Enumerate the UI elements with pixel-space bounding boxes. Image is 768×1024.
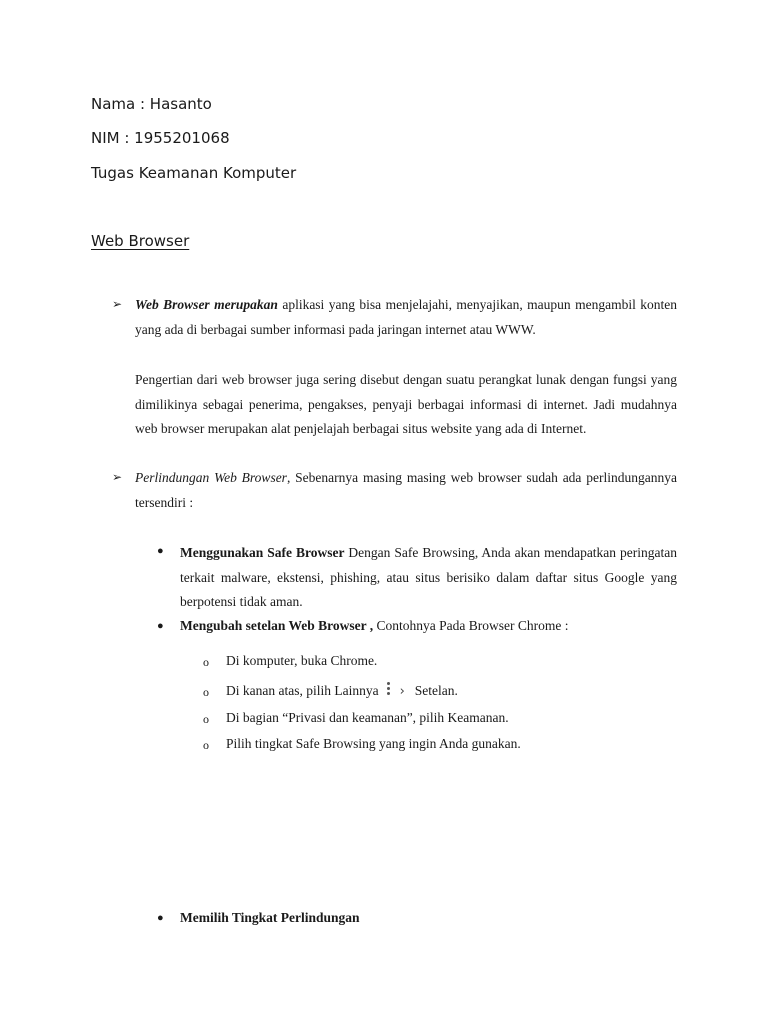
dot-bullet-icon: ● <box>157 545 164 557</box>
step-open-menu <box>226 682 458 699</box>
dot-bullet-icon: ● <box>157 620 164 632</box>
step-choose-level: Pilih tingkat Safe Browsing yang ingin Anda gunakan. <box>226 736 521 751</box>
student-name: Nama : Hasanto <box>91 95 212 113</box>
arrow-bullet-icon: ➢ <box>112 470 123 484</box>
step-settings-text: Setelan. <box>414 683 458 698</box>
arrow-bullet-icon: ➢ <box>112 297 123 311</box>
bullet-change-settings-title: Mengubah setelan Web Browser , <box>180 618 374 633</box>
bullet-protection-level-title: Memilih Tingkat Perlindungan <box>180 910 360 925</box>
protection-text: , Sebenarnya masing masing web browser sudah ada perlindungannya tersendiri : <box>135 470 677 510</box>
bullet-safe-browser-title: Menggunakan Safe Browser <box>180 545 345 560</box>
explanation-paragraph: Pengertian dari web browser juga sering disebut dengan suatu perangkat lunak dengan fungsi yang dimilikinya sebagai penerima, pengakses, penyaji berbagai informasi di internet. Jadi mudahnya web browser merupakan alat penjelajah berbagai situs website yang ada di Internet. <box>135 372 677 436</box>
step-open-chrome: Di komputer, buka Chrome. <box>226 653 378 668</box>
circle-bullet-icon: o <box>203 712 209 726</box>
step-privacy-security: Di bagian “Privasi dan keamanan”, pilih Keamanan. <box>226 710 509 725</box>
protection-lead: Perlindungan Web Browser <box>135 470 287 485</box>
protection-paragraph <box>135 466 677 515</box>
definition-lead: Web Browser merupakan <box>135 297 278 312</box>
dot-bullet-icon: ● <box>157 912 164 924</box>
circle-bullet-icon: o <box>203 738 209 752</box>
student-nim: NIM : 1955201068 <box>91 129 230 147</box>
more-vert-icon <box>387 682 390 696</box>
bullet-change-settings-text: Contohnya Pada Browser Chrome : <box>373 618 569 633</box>
circle-bullet-icon: o <box>203 685 209 699</box>
definition-text: aplikasi yang bisa menjelajahi, menyajikan, maupun mengambil konten yang ada di berbagai sumber informasi pada jaringan internet atau WWW. <box>135 297 677 337</box>
bullet-protection-level <box>180 910 360 926</box>
assignment-title: Tugas Keamanan Komputer <box>91 164 297 182</box>
chevron-right-icon: › <box>399 684 405 699</box>
circle-bullet-icon: o <box>203 655 209 669</box>
bullet-change-settings <box>180 618 677 634</box>
bullet-safe-browser-text: Dengan Safe Browsing, Anda akan mendapatkan peringatan terkait malware, ekstensi, phishing, atau situs berisiko dalam daftar situs Google yang berpotensi tidak aman. <box>180 545 677 609</box>
bullet-safe-browser <box>180 541 677 615</box>
section-heading: Web Browser <box>91 232 190 250</box>
definition-paragraph <box>135 293 677 342</box>
step-open-menu-text: Di kanan atas, pilih Lainnya <box>226 683 379 698</box>
